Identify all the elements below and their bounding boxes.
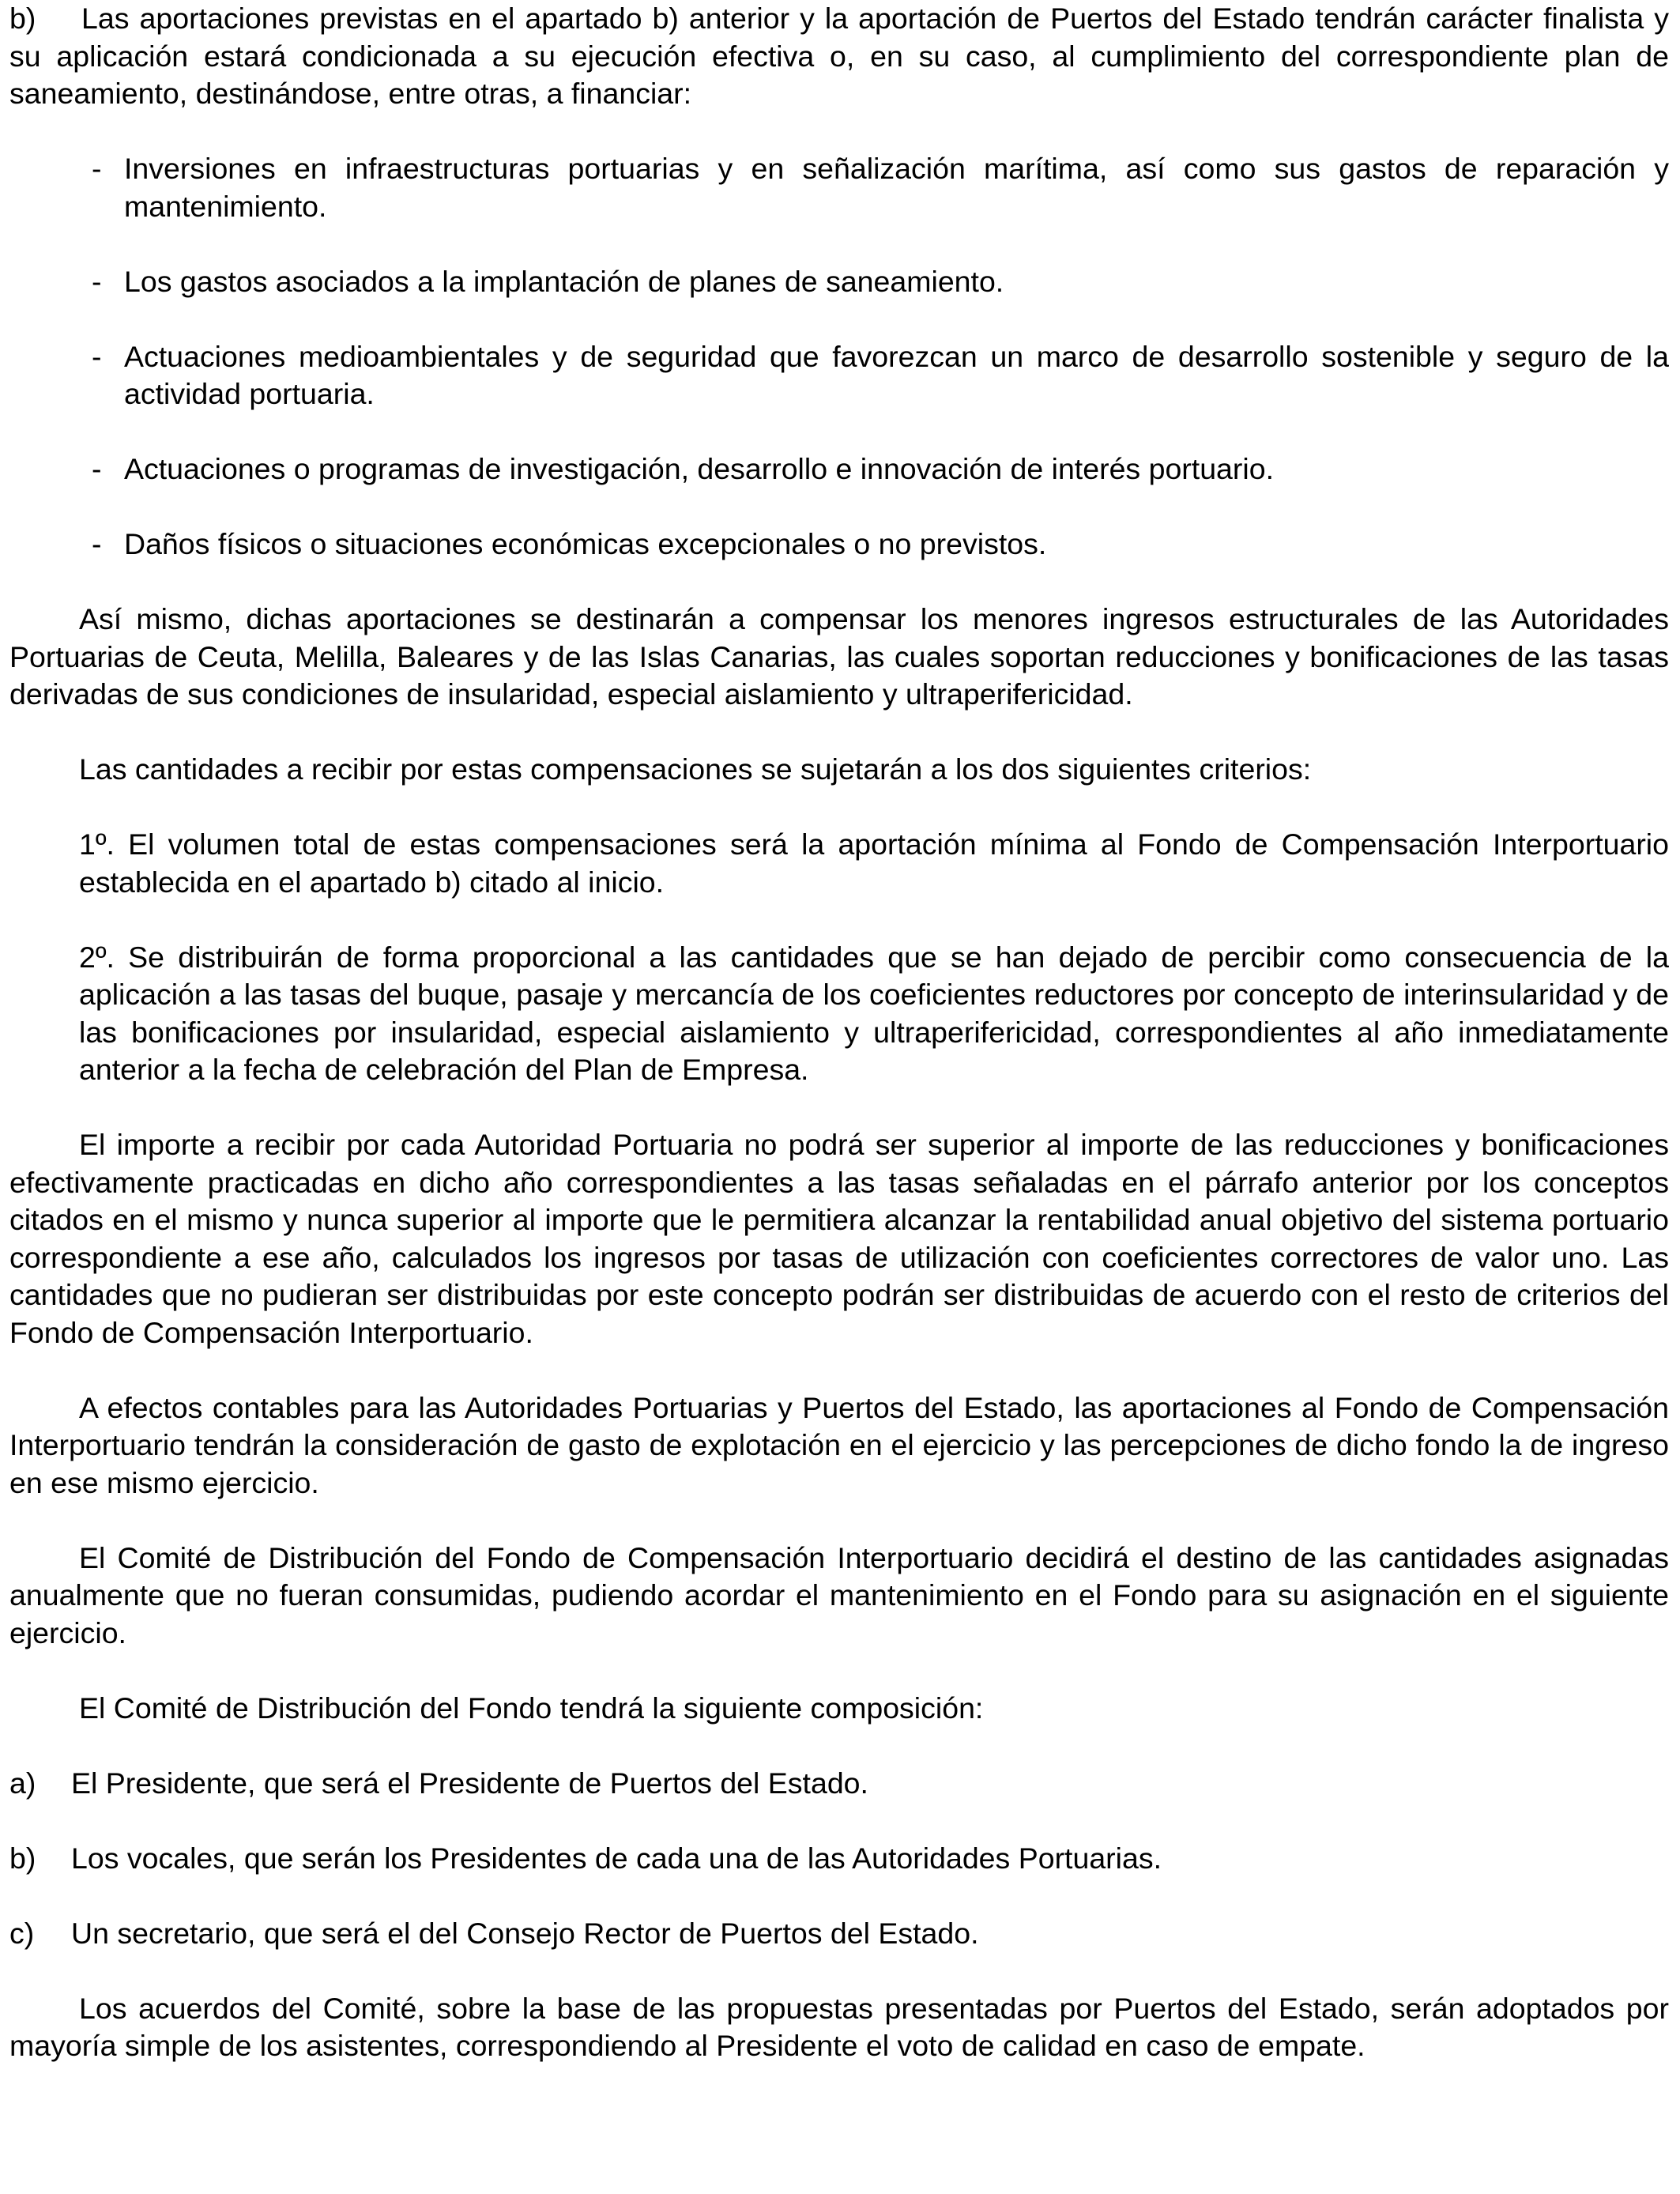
paragraph-composicion: El Comité de Distribución del Fondo tendrá la siguiente composición:: [79, 1691, 984, 1725]
criterio-1: 1º. El volumen total de estas compensaciones será la aportación mínima al Fondo de Compensación Interportuario establecida en el apartado b) citado al inicio.: [79, 827, 1669, 899]
paragraph-efectos-contables: A efectos contables para las Autoridades Portuarias y Puertos del Estado, las aportaciones al Fondo de Compensación Interportuario tendrán la consideración de gasto de explotación en el ejercicio y las percepciones de dicho fondo la de ingreso en ese mismo ejercicio.: [9, 1390, 1669, 1499]
paragraph-asi-mismo: Así mismo, dichas aportaciones se destinarán a compensar los menores ingresos estructurales de las Autoridades Portuarias de Ceuta, Melilla, Baleares y de las Islas Canarias, las cuales soportan reducciones y bonificaciones de las tasas derivadas de sus condiciones de insularidad, especial aislamiento y ultraperifericidad.: [9, 602, 1669, 711]
document-page: [9, 0, 1669, 2065]
intro-paragraph: [9, 0, 1669, 113]
criterio-2: 2º. Se distribuirán de forma proporcional a las cantidades que se han dejado de percibir como consecuencia de la aplicación a las tasas del buque, pasaje y mercancía de los coeficientes reductores por concepto de interinsularidad y de las bonificaciones por insularidad, especial aislamiento y ultraperifericidad, correspondientes al año inmediatamente anterior a la fecha de celebración del Plan de Empresa.: [79, 940, 1669, 1086]
intro-marker: b): [9, 2, 36, 35]
bullet-item: [9, 263, 1669, 301]
bullet-dash: -: [92, 452, 102, 485]
composicion-text: Los vocales, que serán los Presidentes de cada una de las Autoridades Portuarias.: [71, 1841, 1162, 1875]
bullet-dash: -: [92, 527, 102, 560]
composicion-item: [9, 1840, 1669, 1878]
composicion-marker: a): [9, 1766, 36, 1800]
composicion-item: [9, 1765, 1669, 1803]
bullet-item: [9, 450, 1669, 488]
intro-text: Las aportaciones previstas en el apartado b) anterior y la aportación de Puertos del Estado tendrán carácter finalista y su aplicación estará condicionada a su ejecución efectiva o, en su caso, al cumplimiento del correspondiente plan de saneamiento, destinándose, entre otras, a financiar:: [9, 2, 1669, 110]
composicion-item: [9, 1915, 1669, 1953]
composicion-marker: c): [9, 1916, 35, 1950]
bullet-text: Daños físicos o situaciones económicas excepcionales o no previstos.: [124, 527, 1047, 560]
bullet-dash: -: [92, 152, 102, 185]
bullet-item: [9, 150, 1669, 225]
paragraph-acuerdos: Los acuerdos del Comité, sobre la base de las propuestas presentadas por Puertos del Estado, serán adoptados por mayoría simple de los asistentes, correspondiendo al Presidente el voto de calidad en caso de empate.: [9, 1991, 1669, 2062]
bullet-item: [9, 338, 1669, 413]
composicion-marker: b): [9, 1841, 36, 1875]
paragraph-importe: El importe a recibir por cada Autoridad Portuaria no podrá ser superior al importe de las reducciones y bonificaciones efectivamente practicadas en dicho año correspondientes a las tasas señaladas en el párrafo anterior por los conceptos citados en el mismo y nunca superior al importe que le permitiera alcanzar la rentabilidad anual objetivo del sistema portuario correspondiente a ese año, calculados los ingresos por tasas de utilización con coeficientes correctores de valor uno. Las cantidades que no pudieran ser distribuidas por este concepto podrán ser distribuidas de acuerdo con el resto de criterios del Fondo de Compensación Interportuario.: [9, 1128, 1669, 1349]
composicion-text: El Presidente, que será el Presidente de Puertos del Estado.: [71, 1766, 868, 1800]
composicion-text: Un secretario, que será el del Consejo Rector de Puertos del Estado.: [71, 1916, 979, 1950]
paragraph-cantidades: Las cantidades a recibir por estas compensaciones se sujetarán a los dos siguientes criterios:: [79, 752, 1312, 786]
bullet-dash: -: [92, 264, 102, 298]
paragraph-comite: El Comité de Distribución del Fondo de Compensación Interportuario decidirá el destino de las cantidades asignadas anualmente que no fueran consumidas, pudiendo acordar el mantenimiento en el Fondo para su asignación en el siguiente ejercicio.: [9, 1540, 1669, 1649]
bullet-dash: -: [92, 339, 102, 373]
bullet-text: Actuaciones medioambientales y de seguridad que favorezcan un marco de desarrollo sostenible y seguro de la actividad portuaria.: [124, 339, 1669, 410]
bullet-text: Actuaciones o programas de investigación, desarrollo e innovación de interés portuario.: [124, 452, 1275, 485]
bullet-text: Inversiones en infraestructuras portuarias y en señalización marítima, así como sus gastos de reparación y mantenimiento.: [124, 152, 1669, 223]
bullet-item: [9, 526, 1669, 564]
bullet-text: Los gastos asociados a la implantación de planes de saneamiento.: [124, 264, 1004, 298]
